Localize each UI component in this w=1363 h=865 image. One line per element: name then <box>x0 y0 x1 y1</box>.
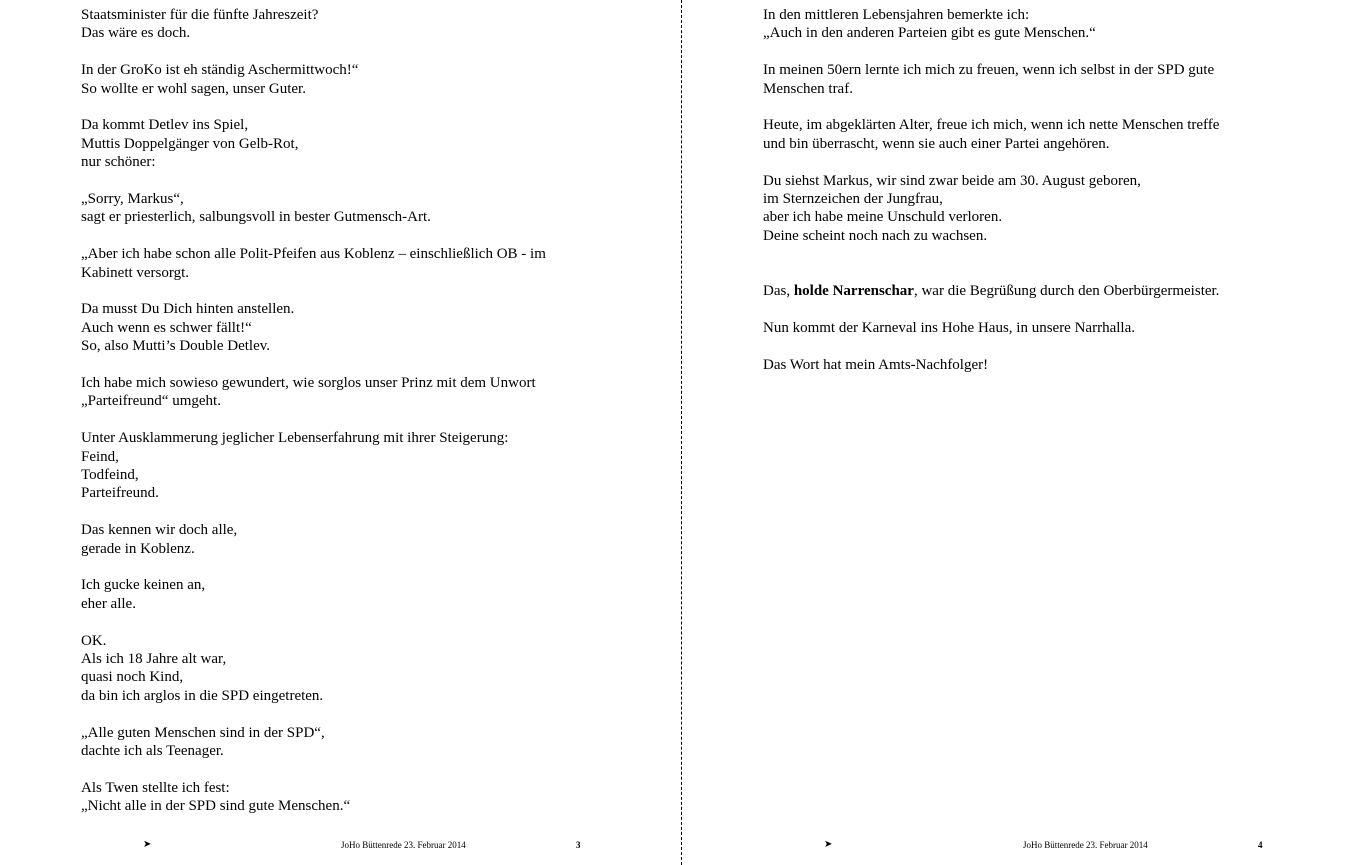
bullet-arrow-icon: ➤ <box>143 839 152 850</box>
text-line: Da kommt Detlev ins Spiel, <box>81 117 249 134</box>
paragraph <box>81 190 621 227</box>
paragraph <box>763 172 1303 246</box>
footer-text: JoHo Büttenrede 23. Februar 2014 <box>341 840 466 850</box>
text-line: Als ich 18 Jahre alt war, <box>81 651 227 668</box>
text-line: nur schöner: <box>81 154 156 171</box>
paragraph <box>763 319 1303 337</box>
paragraph <box>81 245 621 282</box>
text-line: sagt er priesterlich, salbungsvoll in bester Gutmensch-Art. <box>81 209 431 226</box>
text-line: Deine scheint noch nach zu wachsen. <box>763 227 988 244</box>
text-line: Feind, <box>81 448 119 465</box>
text-line: quasi noch Kind, <box>81 669 184 686</box>
text-line: In der GroKo ist eh ständig Aschermittwoch!“ <box>81 62 359 79</box>
text-line: Heute, im abgeklärten Alter, freue ich mich, wenn ich nette Menschen treffe <box>763 117 1220 134</box>
text-line: aber ich habe meine Unschuld verloren. <box>763 209 1003 226</box>
text-line: „Parteifreund“ umgeht. <box>81 393 221 410</box>
spacer <box>763 264 1303 282</box>
paragraph <box>81 779 621 816</box>
text-line: gerade in Koblenz. <box>81 540 195 557</box>
text-line: dachte ich als Teenager. <box>81 743 224 760</box>
footer-text: JoHo Büttenrede 23. Februar 2014 <box>1023 840 1148 850</box>
text-line: im Sternzeichen der Jungfrau, <box>763 191 943 208</box>
paragraph <box>81 429 621 503</box>
paragraph <box>81 632 621 706</box>
text-line: „Alle guten Menschen sind in der SPD“, <box>81 724 325 741</box>
text-line: OK. <box>81 632 107 649</box>
text-line: da bin ich arglos in die SPD eingetreten. <box>81 687 324 704</box>
paragraph <box>81 300 621 355</box>
paragraph <box>81 724 621 761</box>
page-right-footer <box>683 838 1363 852</box>
text-line: und bin überrascht, wenn sie auch einer Partei angehören. <box>763 135 1110 152</box>
text-line: „Aber ich habe schon alle Polit-Pfeifen aus Koblenz – einschließlich OB - im <box>81 246 546 263</box>
text-line: In meinen 50ern lernte ich mich zu freuen, wenn ich selbst in der SPD gute <box>763 62 1215 79</box>
page-number: 3 <box>576 840 581 850</box>
text-line: Ich habe mich sowieso gewundert, wie sorglos unser Prinz mit dem Unwort <box>81 375 536 392</box>
paragraph <box>763 6 1303 43</box>
text-line: eher alle. <box>81 595 136 612</box>
text-line: Kabinett versorgt. <box>81 264 190 281</box>
paragraph <box>763 356 1303 374</box>
text-line: Da musst Du Dich hinten anstellen. <box>81 301 295 318</box>
paragraph <box>81 576 621 613</box>
text-line: Als Twen stellte ich fest: <box>81 779 230 796</box>
text-line: Auch wenn es schwer fällt!“ <box>81 319 252 336</box>
text-line: So wollte er wohl sagen, unser Guter. <box>81 80 306 97</box>
page-left-footer <box>0 838 682 852</box>
text-line: „Nicht alle in der SPD sind gute Menschen.“ <box>81 798 351 815</box>
paragraph <box>81 6 621 43</box>
paragraph <box>763 116 1303 153</box>
paragraph <box>81 374 621 411</box>
paragraph <box>81 521 621 558</box>
text-line: Muttis Doppelgänger von Gelb-Rot, <box>81 135 299 152</box>
text-line: Todfeind, <box>81 467 139 484</box>
text-line: Das kennen wir doch alle, <box>81 522 238 539</box>
right-paragraphs-bottom <box>763 319 1303 374</box>
page-divider <box>681 0 682 865</box>
page-left-body <box>81 6 621 834</box>
text-line: „Auch in den anderen Parteien gibt es gute Menschen.“ <box>763 25 1096 42</box>
paragraph <box>81 61 621 98</box>
text-line: Das Wort hat mein Amts-Nachfolger! <box>763 356 989 373</box>
text-line: Staatsminister für die fünfte Jahreszeit? <box>81 7 319 23</box>
greeting-paragraph <box>763 282 1303 300</box>
right-paragraphs-top <box>763 6 1303 245</box>
page-number: 4 <box>1258 840 1263 850</box>
page-right <box>683 0 1363 865</box>
text-line: Unter Ausklammerung jeglicher Lebenserfahrung mit ihrer Steigerung: <box>81 430 509 447</box>
text-line: „Sorry, Markus“, <box>81 191 184 208</box>
text-line: Ich gucke keinen an, <box>81 577 206 594</box>
bullet-arrow-icon: ➤ <box>824 839 833 850</box>
greeting-bold: holde Narrenschar <box>793 283 914 300</box>
page-right-body <box>763 6 1303 392</box>
text-line: So, also Mutti’s Double Detlev. <box>81 338 271 355</box>
text-line: Nun kommt der Karneval ins Hohe Haus, in unsere Narrhalla. <box>763 319 1135 336</box>
greeting-after: , war die Begrüßung durch den Oberbürgermeister. <box>913 283 1220 300</box>
greeting-before: Das, <box>763 283 794 300</box>
text-line: Du siehst Markus, wir sind zwar beide am 30. August geboren, <box>763 172 1141 189</box>
text-line: In den mittleren Lebensjahren bemerkte ich: <box>763 7 1030 23</box>
text-line: Das wäre es doch. <box>81 25 191 42</box>
text-line: Menschen traf. <box>763 80 853 97</box>
paragraph <box>81 116 621 171</box>
text-line: Parteifreund. <box>81 485 159 502</box>
paragraph <box>763 61 1303 98</box>
